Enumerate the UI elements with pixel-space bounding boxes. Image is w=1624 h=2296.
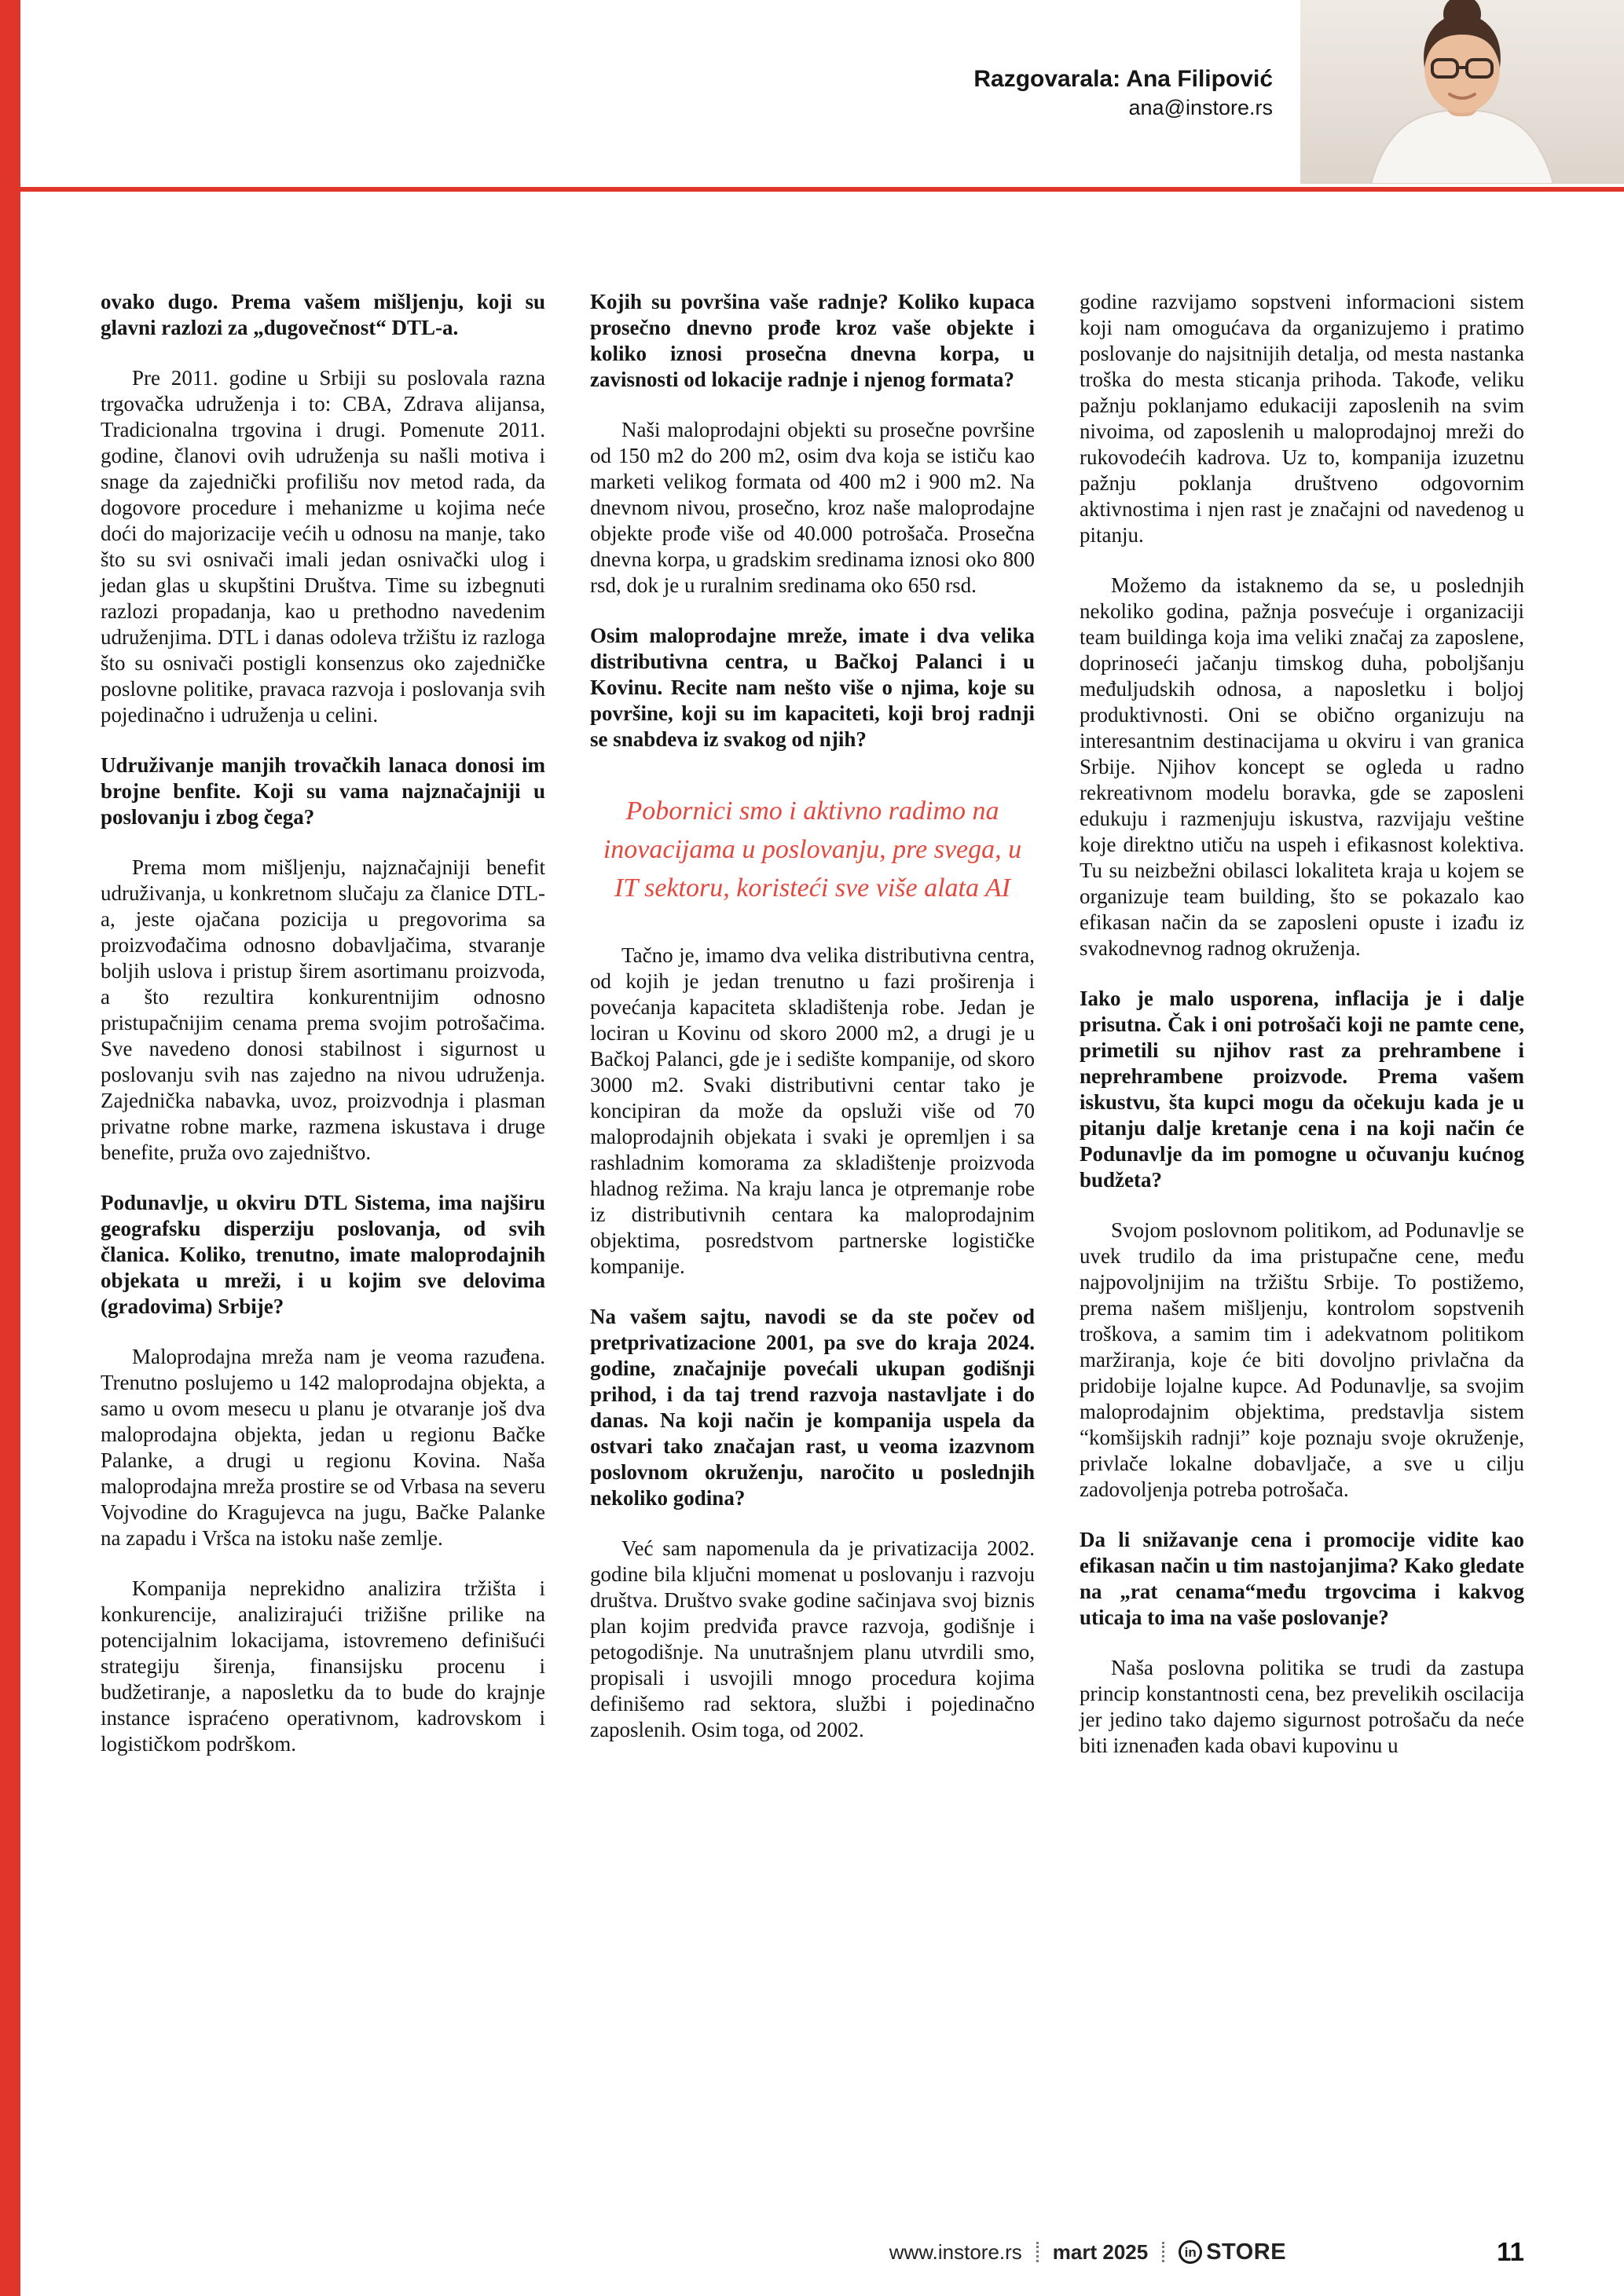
article-column-1 <box>101 289 545 1759</box>
article-paragraph: Kompanija neprekidno analizira tržišta i konkurencije, analizirajući trižišne prilike na potencijalnim lokacijama, istovremeno definišući strategiju širenja, finansijsku procenu i budžetiranje, a naposletku da to bude do krajnje instance ispraćeno operativnom, kadrovskom i logističkom podrškom. <box>101 1576 545 1756</box>
page-number: 11 <box>1497 2237 1524 2266</box>
left-accent-stripe <box>0 0 20 2296</box>
footer-issue-date: mart 2025 <box>1052 2239 1149 2264</box>
byline <box>973 66 1273 120</box>
article-heading: Iako je malo usporena, inflacija je i dalje prisutna. Čak i oni potrošači koji ne pamte cene, primetili su njihov rast za prehrambene i neprehrambene proizvode. Prema vašem iskustvu, šta kupci mogu da očekuju kada je u pitanju dalje kretanje cena i na koji način će Podunavlje da im pomogne u očuvanju kućnog budžeta? <box>1080 987 1524 1192</box>
article-heading: Kojih su površina vaše radnje? Koliko kupaca prosečno dnevno prođe kroz vaše objekte i koliko iznosi prosečna dnevna korpa, u zavisnosti od lokacije radnje i njenog formata? <box>590 290 1035 391</box>
article-heading: Udruživanje manjih trovačkih lanaca donosi im brojne benfite. Koji su vama najznačajniji u poslovanju i zbog čega? <box>101 753 545 829</box>
article-heading: Na vašem sajtu, navodi se da ste počev od pretprivatizacione 2001, pa sve do kraja 2024. godine, značajnije povećali ukupan godišnji prihod, i da taj trend razvoja nastavljate i do danas. Na koji način je kompanija uspela da ostvari tako značajan rast, u veoma izazvnom poslovnom okruženju, naročito u poslednjih nekoliko godina? <box>590 1305 1035 1510</box>
article-paragraph: Prema mom mišljenju, najznačajniji benefit udruživanja, u konkretnom slučaju za članice DTL-a, jeste ojačana pozicija u pregovorima sa proizvođačima odnosno dobavljačima, stvaranje boljih uslova i pristup širem asortimanu proizvoda, a što rezultira konkurentnijim odnosno pristupačnijim cenama prema svojim potrošačima. Sve navedeno donosi stabilnost i sigurnost u poslovanju svih nas zajedno na nivou udruženja. Zajednička nabavka, uvoz, proizvodnja i plasman privatne robne marke, razmena iskustava i druge benefite, pruža ovo zajedništvo. <box>101 855 545 1164</box>
byline-author: Razgovarala: Ana Filipović <box>973 66 1273 92</box>
article-heading: Da li snižavanje cena i promocije vidite kao efikasan način u tim nastojanjima? Kako gledate na „rat cenama“među trgovcima i kakvog uticaja to ima na vaše poslovanje? <box>1080 1528 1524 1629</box>
article-paragraph: Maloprodajna mreža nam je veoma razuđena. Trenutno poslujemo u 142 maloprodajna objekta, a samo u ovom mesecu u planu je otvaranje još dva maloprodajna objekta, jedan u regionu Bačke Palanke, a drugi u regionu Kovina. Naša maloprodajna mreža prostire se od Vrbasa na severu Vojvodine do Kragujevca na jugu, Bačke Palanke na zapadu i Vršca na istoku naše zemlje. <box>101 1345 545 1550</box>
author-portrait-photo <box>1300 0 1624 184</box>
article-paragraph: Možemo da istaknemo da se, u poslednjih nekoliko godina, pažnja posvećuje i organizaciji team buildinga koja ima veliki značaj za zaposlene, doprinoseći jačanju timskog duha, poboljšanju međuljudskih odnosa, a naposletku i boljoj produktivnosti. Oni se obično organizuju na interesantnim destinacijama u okviru i van granica Srbije. Njihov koncept se ogleda u radno rekreativnom modelu boravka, gde se zaposleni edukuju i razmenjuju iskustva, razvijaju veštine koje direktno utiču na uspeh i efikasnost kolektiva. Tu su neizbežni obilasci lokaliteta kraja u kojem se organizuje team building, što se pokazalo kao efikasan način da se zaposleni opuste i izađu iz svakodnevnog radnog okruženja. <box>1080 573 1524 960</box>
article-paragraph: Svojom poslovnom politikom, ad Podunavlje se uvek trudilo da ima pristupačne cene, među najpovoljnijim na tržištu Srbije. To postižemo, prema našem mišljenju, kontrolom sopstvenih troškova, a samim tim i adekvatnom politikom maržiranja, koje će biti dovoljno privlačna da pridobije lojalne kupce. Ad Podunavlje, sa svojim maloprodajnim objektima, predstavlja sistem “komšijskih radnji” koje poznaju svoje okruženje, privlače lokalne dobavljače, a sve u cilju zadovoljenja potreba potrošača. <box>1080 1218 1524 1501</box>
article-column-2 <box>590 289 1035 1759</box>
footer-website: www.instore.rs <box>889 2239 1022 2264</box>
footer-separator <box>1162 2242 1164 2262</box>
page-footer <box>0 2237 1524 2267</box>
instore-logo <box>1179 2239 1286 2265</box>
footer-meta <box>889 2239 1286 2265</box>
article-heading: Podunavlje, u okviru DTL Sistema, ima najširu geografsku disperziju poslovanja, od svih članica. Koliko, trenutno, imate maloprodajnih objekata u mreži, i u kojim sve delovima (gradovima) Srbije? <box>101 1191 545 1318</box>
article-heading: Osim maloprodajne mreže, imate i dva velika distributivna centra, u Bačkoj Palanci i u Kovinu. Recite nam nešto više o njima, koje su površine, koji su im kapaciteti, koji broj radnji se snabdeva iz svakog od njih? <box>590 624 1035 751</box>
article-paragraph: Već sam napomenula da je privatizacija 2002. godine bila ključni momenat u poslovanju i razvoju društva. Društvo svake godine sačinjava svoj biznis plan kojim predviđa pravce razvoja, godišnje i petogodišnje. Na unutrašnjem planu utvrdili smo, propisali i usvojili mnogo procedura kojima definišemo rad sektora, službi i pojedinačno zaposlenih. Osim toga, od 2002. <box>590 1536 1035 1741</box>
pull-quote: Pobornici smo i aktivno radimo na inovacijama u poslovanju, pre svega, u IT sektoru, koristeći sve više alata AI <box>603 796 1022 903</box>
instore-logo-circle-icon: in <box>1179 2240 1202 2264</box>
article-heading: ovako dugo. Prema vašem mišljenju, koji su glavni razlozi za „dugovečnost“ DTL-a. <box>101 290 545 339</box>
article-column-3 <box>1080 289 1524 1759</box>
article-paragraph: Naša poslovna politika se trudi da zastupa princip konstantnosti cena, bez prevelikih oscilacija jer jedino tako dajemo sigurnost potrošaču da neće biti iznenađen kada obavi kupovinu u <box>1080 1656 1524 1757</box>
byline-email: ana@instore.rs <box>1128 96 1273 119</box>
instore-logo-text: STORE <box>1206 2239 1287 2265</box>
article-paragraph: Tačno je, imamo dva velika distributivna centra, od kojih je jedan trenutno u fazi proširenja i povećanja kapaciteta skladištenja robe. Jedan je lociran u Kovinu od skoro 2000 m2, a drugi je u Bačkoj Palanci, gde je i sedište kompanije, od skoro 3000 m2. Svaki distributivni centar tako je koncipiran da može da opsluži više od 70 maloprodajnih objekata i svaki je opremljen i sa rashladnim komorama za skladištenje proizvoda hladnog režima. Na kraju lanca je otpremanje robe iz distributivnih centara ka maloprodajnim objektima, posredstvom partnerske logističke kompanije. <box>590 943 1035 1278</box>
header-rule <box>0 187 1624 192</box>
article-paragraph: Naši maloprodajni objekti su prosečne površine od 150 m2 do 200 m2, osim dva koja se ističu kao marketi velikog formata od 400 m2 i 900 m2. Na dnevnom nivou, prosečno, kroz naše maloprodajne objekte prođe više od 40.000 potrošača. Prosečna dnevna korpa, u gradskim sredinama iznosi oko 800 rsd, dok je u ruralnim sredinama oko 650 rsd. <box>590 418 1035 597</box>
article-paragraph: godine razvijamo sopstveni informacioni sistem koji nam omogućava da organizujemo i pratimo poslovanje do najsitnijih detalja, od mesta nastanka troška do mesta sticanja prihoda. Takođe, veliku pažnju poklanjamo edukaciji zaposlenih na svim nivoima, od zaposlenih u maloprodajnoj mreži do rukovodećih kadrova. Uz to, kompanija izuzetnu pažnju poklanja društveno odgovornim aktivnostima i njen rast je značajni od navedenog u pitanju. <box>1080 290 1524 547</box>
article-paragraph: Pre 2011. godine u Srbiji su poslovala razna trgovačka udruženja i to: CBA, Zdrava alijansa, Tradicionalna trgovina i drugi. Pomenute 2011. godine, članovi ovih udruženja su našli motiva i snage da zajednički profilišu nov metod rada, da dogovore procedure i mehanizme u kojima neće doći do majorizacije većih u odnosu na manje, tako što su svi osnivači imali jedan osnivački ulog i jedan glas u skupštini Društva. Time su izbegnuti razlozi propadanja, kao u prethodno navedenim udruženjima. DTL i danas odoleva tržištu iz razloga što su osnivači postigli konsenzus oko zajedničke poslovne politike, pravaca razvoja i poslovanja svih pojedinačno i udruženja u celini. <box>101 366 545 727</box>
article-body <box>101 289 1524 1759</box>
footer-separator <box>1036 2242 1039 2262</box>
